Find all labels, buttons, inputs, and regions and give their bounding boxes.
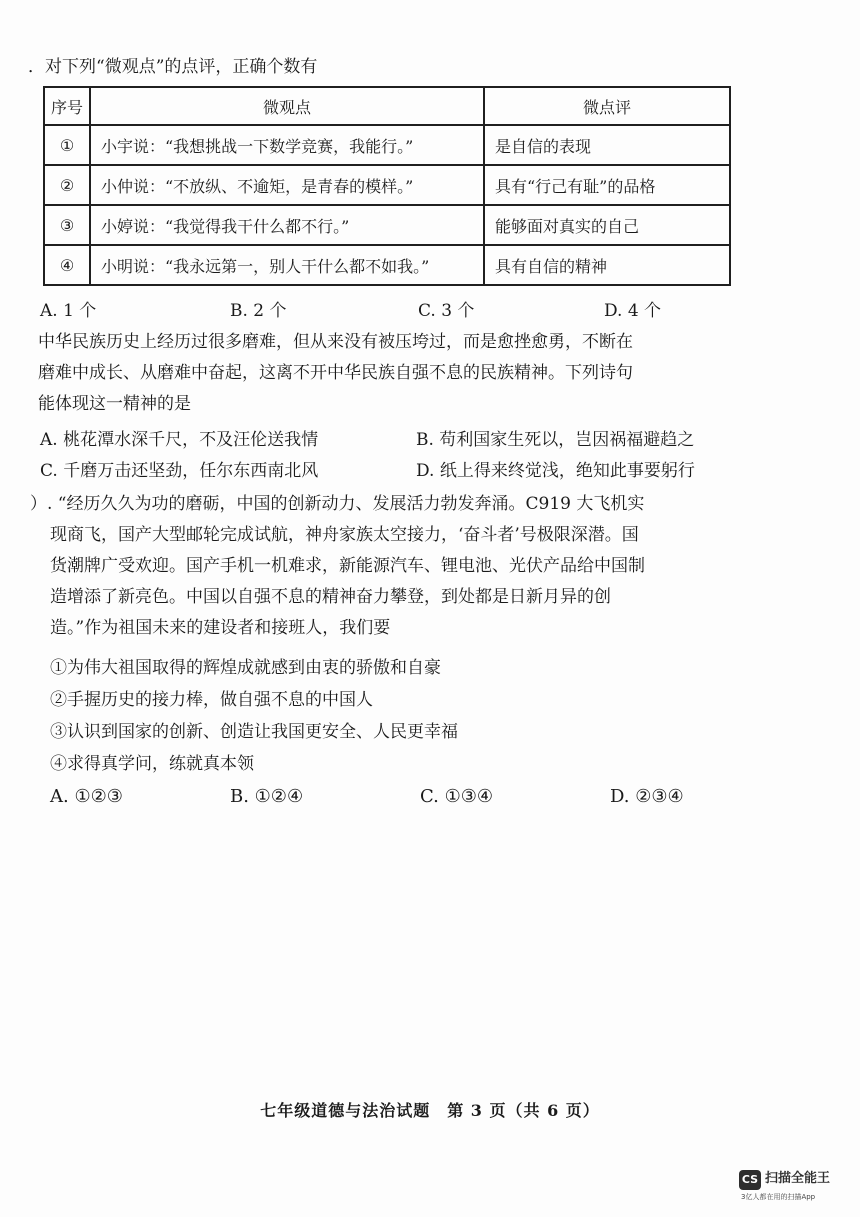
row-view: 小明说：“我永远第一，别人干什么都不如我。” [90,245,484,285]
header-num: 序号 [44,87,90,125]
scanner-tagline: 3亿人都在用的扫描App [741,1193,816,1201]
q3-item: ①为伟大祖国取得的辉煌成就感到由衷的骄傲和自豪 [50,658,441,678]
page-footer: 七年级道德与法治试题 第 3 页（共 6 页） [260,1101,600,1120]
row-num: ③ [44,205,90,245]
table-row [44,245,730,285]
cs-logo-icon: CS [739,1170,761,1190]
q3-stem-line: 现商飞，国产大型邮轮完成试航，神舟家族太空接力，‘奋斗者’号极限深潜。国 [50,525,639,545]
q3-option-d[interactable]: D. ②③④ [610,786,684,807]
row-comment: 能够面对真实的自己 [484,205,730,245]
q2-stem-line: 能体现这一精神的是 [38,394,191,414]
q3-item: ②手握历史的接力棒，做自强不息的中国人 [50,690,373,710]
q1-option-a[interactable]: A. 1 个 [40,301,97,321]
q2-stem-line: 中华民族历史上经历过很多磨难，但从来没有被压垮过，而是愈挫愈勇，不断在 [38,332,633,352]
q3-stem-line: 造。”作为祖国未来的建设者和接班人，我们要 [50,618,391,638]
row-comment: 具有“行己有耻”的品格 [484,165,730,205]
q3-item: ④求得真学问，练就真本领 [50,754,254,774]
q2-option-c[interactable]: C. 千磨万击还坚劲，任尔东西南北风 [40,461,319,481]
q3-item: ③认识到国家的创新、创造让我国更安全、人民更幸福 [50,722,458,742]
table-row [44,205,730,245]
q3-stem-line: ）. “经历久久为功的磨砺，中国的创新动力、发展活力勃发奔涌。C919 大飞机实 [30,494,645,514]
q1-options [40,296,760,326]
q3-option-b[interactable]: B. ①②④ [230,786,304,807]
q3-items [50,652,760,780]
row-num: ④ [44,245,90,285]
q3-option-c[interactable]: C. ①③④ [420,786,493,807]
q3-stem-line: 造增添了新亮色。中国以自强不息的精神奋力攀登，到处都是日新月异的创 [50,587,611,607]
q1-option-b[interactable]: B. 2 个 [230,301,287,321]
row-comment: 具有自信的精神 [484,245,730,285]
q2-option-d[interactable]: D. 纸上得来终觉浅，绝知此事要躬行 [416,461,695,481]
row-view: 小婷说：“我觉得我干什么都不行。” [90,205,484,245]
scanner-logo [739,1168,849,1208]
q2-options-row-2 [40,456,760,486]
q3-stem-line: 货潮牌广受欢迎。国产手机一机难求，新能源汽车、锂电池、光伏产品给中国制 [50,556,645,576]
q2-options-row-1 [40,425,760,455]
q3-option-a[interactable]: A. ①②③ [50,786,123,807]
scanner-app-name: 扫描全能王 [765,1171,831,1186]
q1-table [43,86,731,286]
q1-option-d[interactable]: D. 4 个 [604,301,662,321]
q1-option-c[interactable]: C. 3 个 [418,301,475,321]
table-row [44,125,730,165]
row-view: 小宇说：“我想挑战一下数学竞赛，我能行。” [90,125,484,165]
q3-options [50,786,770,816]
table-row [44,165,730,205]
q2-option-b[interactable]: B. 苟利国家生死以，岂因祸福避趋之 [416,430,695,450]
table-header-row [44,87,730,125]
header-comment: 微点评 [484,87,730,125]
row-num: ① [44,125,90,165]
row-view: 小仲说：“不放纵、不逾矩，是青春的模样。” [90,165,484,205]
q2-option-a[interactable]: A. 桃花潭水深千尺，不及汪伦送我情 [40,430,319,450]
q1-stem: ．对下列“微观点”的点评，正确个数有 [28,57,318,77]
q2-stem [38,327,748,420]
row-num: ② [44,165,90,205]
header-view: 微观点 [90,87,484,125]
q2-stem-line: 磨难中成长、从磨难中奋起，这离不开中华民族自强不息的民族精神。下列诗句 [38,363,633,383]
q3-stem [30,489,760,644]
row-comment: 是自信的表现 [484,125,730,165]
